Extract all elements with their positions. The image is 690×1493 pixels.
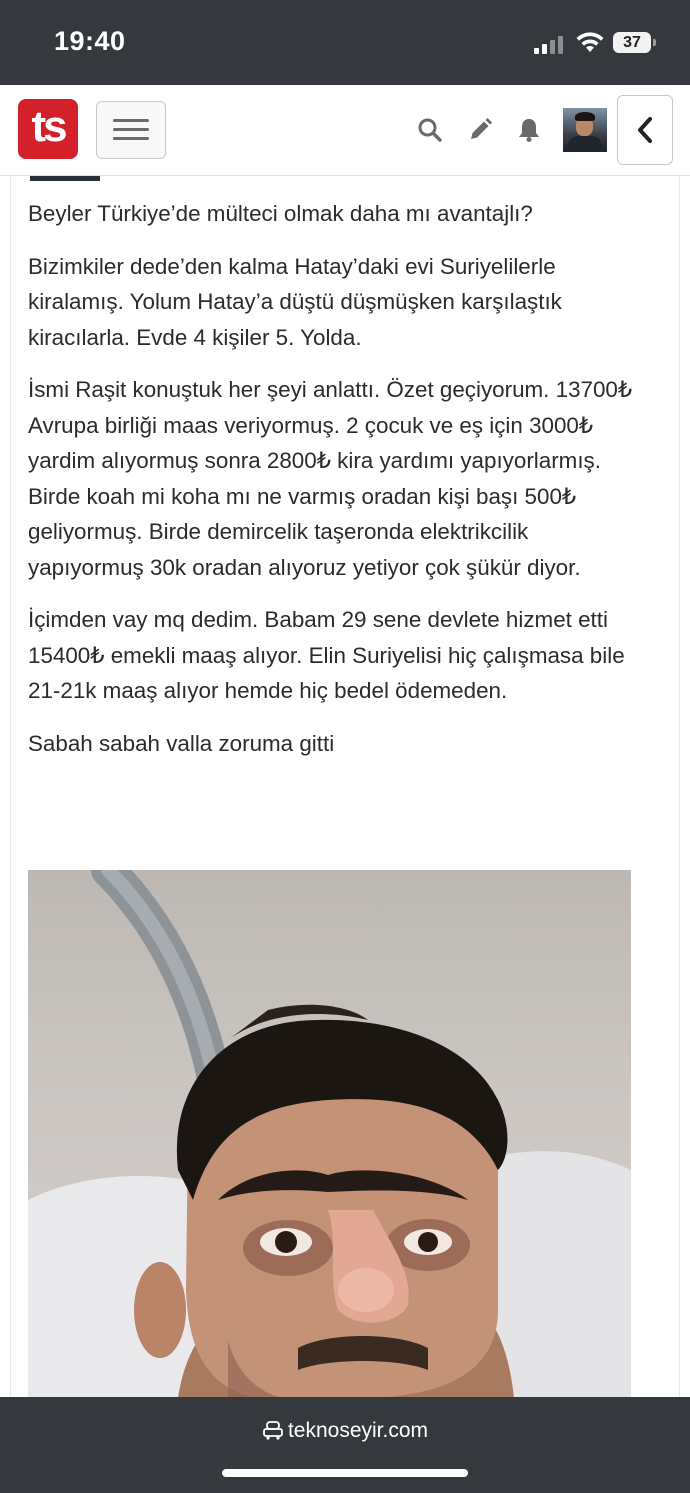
post-body — [28, 196, 648, 778]
hamburger-icon — [113, 137, 149, 140]
bell-icon[interactable] — [516, 117, 542, 143]
post-paragraph: İçimden vay mq dedim. Babam 29 sene devlete hizmet etti 15400₺ emekli maaş alıyor. Elin Suriyelisi hiç çalışmasa bile 21-21k maaş alıyor hemde hiç bedel ödemeden. — [28, 607, 625, 703]
back-button[interactable] — [617, 95, 673, 165]
post-image[interactable] — [28, 870, 631, 1398]
user-avatar[interactable] — [563, 108, 607, 152]
post-paragraph: Bizimkiler dede’den kalma Hatay’daki evi Suriyelilerle kiralamış. Yolum Hatay’a düştü düşmüşken karşılaştık kiracılarla. Evde 4 kişiler 5. Yolda. — [28, 253, 562, 350]
address-bar[interactable] — [0, 1419, 690, 1443]
site-header — [0, 85, 690, 176]
battery-icon: 37 — [613, 32, 651, 53]
chevron-left-icon — [618, 96, 672, 164]
previous-image-edge — [30, 176, 100, 181]
wifi-icon — [575, 30, 605, 54]
post-paragraph: Beyler Türkiye’de mülteci olmak daha mı avantajlı? — [28, 201, 533, 226]
cellular-signal-icon — [534, 34, 566, 54]
site-settings-icon — [262, 1420, 284, 1440]
url-text: teknoseyir.com — [287, 1419, 429, 1442]
search-icon[interactable] — [417, 117, 443, 143]
home-indicator[interactable] — [222, 1469, 468, 1477]
selfie-illustration — [28, 870, 631, 1398]
hamburger-icon — [113, 128, 149, 131]
site-logo[interactable]: ts — [18, 99, 78, 159]
status-time: 19:40 — [54, 26, 126, 56]
hamburger-icon — [113, 119, 149, 122]
browser-bottom-bar — [0, 1397, 690, 1493]
post-paragraph: İsmi Raşit konuştuk her şeyi anlattı. Özet geçiyorum. 13700₺ Avrupa birliği maas veriyormuş. 2 çocuk ve eş için 3000₺ yardim alıyormuş sonra 2800₺ kira yardımı yapıyorlarmış. Birde koah mi koha mı ne varmış oradan kişi başı 500₺ geliyormuş. Birde demircelik taşeronda elektrikcilik yapıyormuş 30k oradan alıyoruz yetiyor çok şükür diyor. — [28, 377, 633, 580]
menu-button[interactable] — [96, 101, 166, 159]
post-paragraph: Sabah sabah valla zoruma gitti — [28, 730, 335, 756]
pencil-icon[interactable] — [467, 117, 493, 143]
status-bar — [0, 0, 690, 85]
